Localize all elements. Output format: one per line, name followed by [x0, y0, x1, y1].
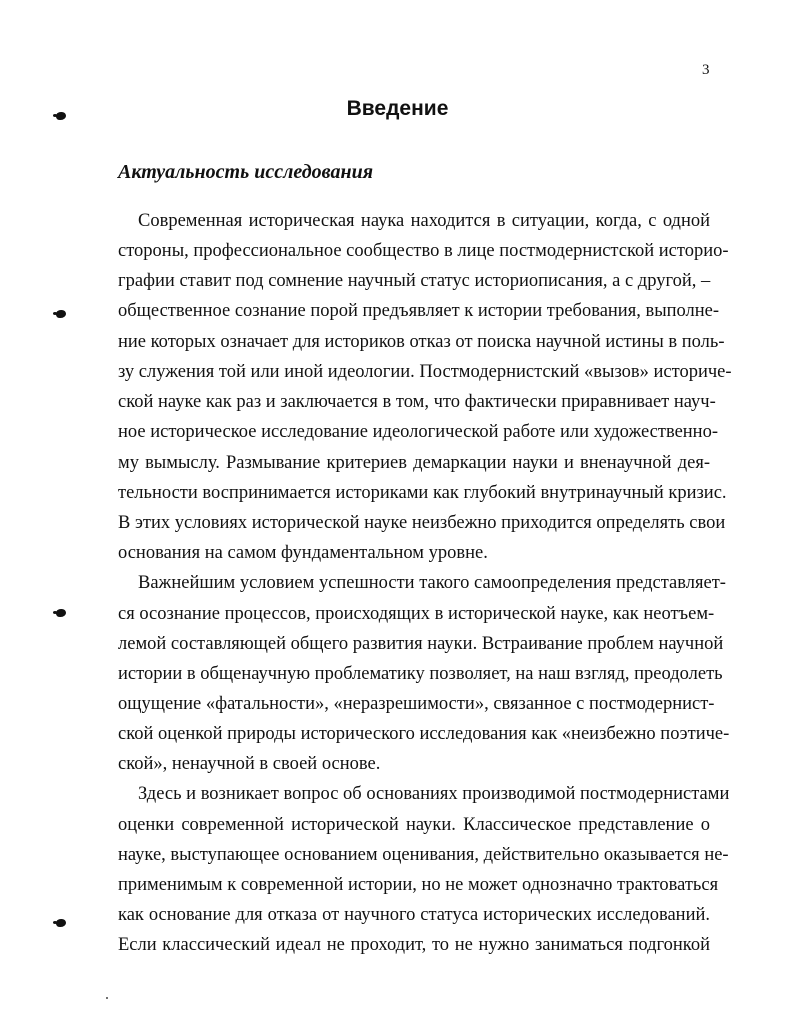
text-line: лемой составляющей общего развития науки. Встраивание проблем научной: [118, 634, 724, 654]
text-line: как основание для отказа от научного статуса исторических исследований.: [118, 905, 710, 925]
scan-blot-icon: [56, 919, 66, 927]
text-line: основания на самом фундаментальном уровне.: [118, 543, 488, 563]
text-line: ное историческое исследование идеологической работе или художественно-: [118, 422, 718, 442]
text-line: графии ставит под сомнение научный статус историописания, а с другой, –: [118, 271, 711, 291]
text-line: Здесь и возникает вопрос об основаниях производимой постмодернистами: [138, 784, 730, 804]
text-line: зу служения той или иной идеологии. Постмодернистский «вызов» историче-: [118, 362, 732, 382]
text-line: Если классический идеал не проходит, то не нужно заниматься подгонкой: [118, 935, 710, 955]
text-line: Современная историческая наука находится в ситуации, когда, с одной: [138, 211, 710, 231]
text-line: ской науке как раз и заключается в том, что фактически приравнивает науч-: [118, 392, 716, 412]
scan-blot-icon: [56, 609, 66, 617]
text-line: применимым к современной истории, но не может однозначно трактоваться: [118, 875, 719, 895]
text-line: общественное сознание порой предъявляет к истории требования, выполне-: [118, 301, 720, 321]
text-line: оценки современной исторической науки. Классическое представление о: [118, 815, 710, 835]
section-heading: Актуальность исследования: [118, 161, 373, 183]
text-line: ской», ненаучной в своей основе.: [118, 754, 381, 774]
text-line: ся осознание процессов, происходящих в исторической науке, как неотъем-: [118, 604, 715, 624]
text-line: В этих условиях исторической науке неизбежно приходится определять свои: [118, 513, 726, 533]
text-line: истории в общенаучную проблематику позволяет, на наш взгляд, преодолеть: [118, 664, 723, 684]
scan-speck-icon: [106, 997, 108, 999]
scan-blot-icon: [56, 310, 66, 318]
text-line: ощущение «фатальности», «неразрешимости», связанное с постмодернист-: [118, 694, 715, 714]
text-line: ние которых означает для историков отказ от поиска научной истины в поль-: [118, 332, 725, 352]
text-line: тельности воспринимается историками как глубокий внутринаучный кризис.: [118, 483, 727, 503]
text-line: му вымыслу. Размывание критериев демаркации науки и вненаучной дея-: [118, 453, 710, 473]
text-line: науке, выступающее основанием оценивания, действительно оказывается не-: [118, 845, 729, 865]
text-line: ской оценкой природы исторического исследования как «неизбежно поэтиче-: [118, 724, 730, 744]
page-number: 3: [702, 62, 710, 78]
text-line: стороны, профессиональное сообщество в лице постмодернистской историо-: [118, 241, 729, 261]
text-line: Важнейшим условием успешности такого самоопределения представляет-: [138, 573, 726, 593]
page-title: Введение: [346, 97, 449, 120]
